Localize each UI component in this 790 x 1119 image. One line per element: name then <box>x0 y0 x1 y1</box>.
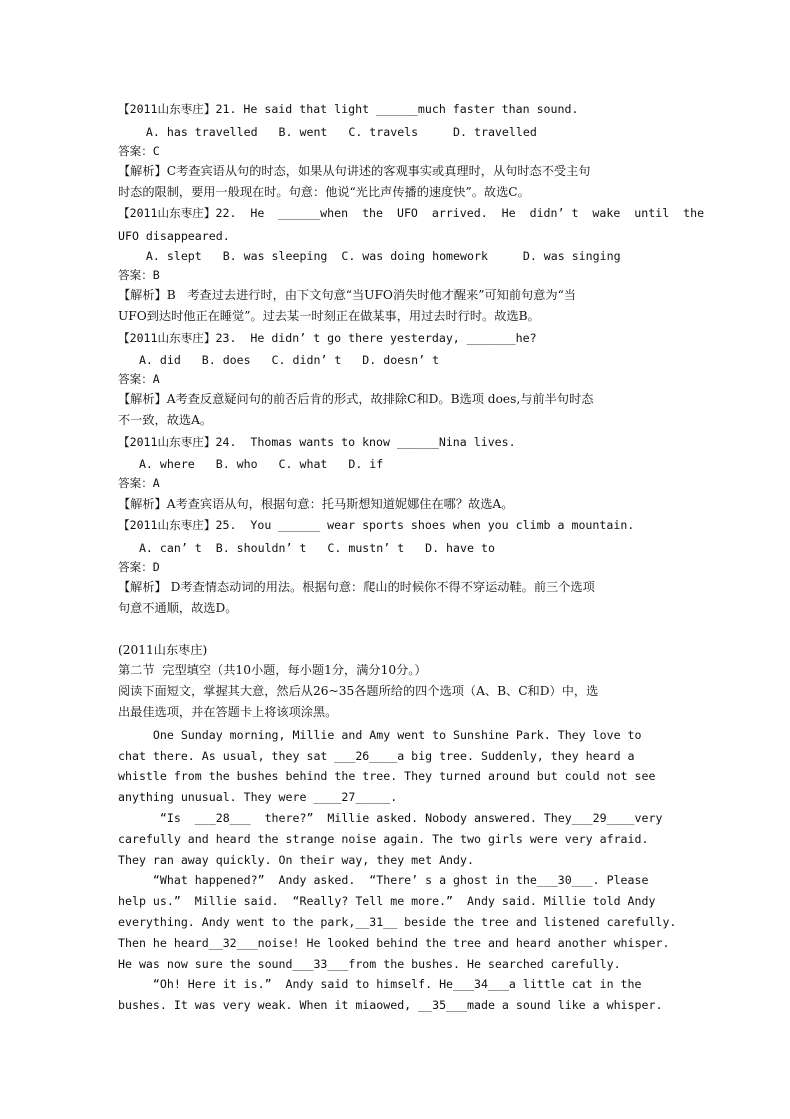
q24-answer: 答案：A <box>118 476 160 490</box>
q23-analysis-line2: 不一致，故选A。 <box>118 413 213 427</box>
q25-analysis-line1: 【解析】 D考查情态动词的用法。根据句意：爬山的时候你不得不穿运动鞋。前三个选项 <box>118 580 595 594</box>
passage-line: help us.” Millie said. “Really? Tell me more.” Andy said. Millie told Andy <box>118 894 656 908</box>
passage-line: “What happened?” Andy asked. “There’ s a ghost in the___30___. Please <box>118 873 649 887</box>
passage-line: “Is ___28___ there?” Millie asked. Nobody answered. They___29____very <box>118 811 663 825</box>
passage-line: He was now sure the sound___33___from the bushes. He searched carefully. <box>118 957 621 971</box>
passage-line: bushes. It was very weak. When it miaowed, __35___made a sound like a whisper. <box>118 998 663 1012</box>
q21-options: A. has travelled B. went C. travels D. travelled <box>118 125 537 139</box>
passage-line: carefully and heard the strange noise again. The two girls were very afraid. <box>118 832 649 846</box>
section-instructions-line2: 出最佳选项，并在答题卡上将该项涂黑。 <box>118 705 338 719</box>
q21-analysis-line1: 【解析】C考查宾语从句的时态，如果从句讲述的客观事实或真理时，从句时态不受主句 <box>118 164 591 178</box>
q21-stem: 【2011山东枣庄】21. He said that light ______much faster than sound. <box>118 102 579 116</box>
q23-stem: 【2011山东枣庄】23. He didn’ t go there yesterday, _______he? <box>118 331 537 345</box>
q23-analysis-line1: 【解析】A考查反意疑问句的前否后肯的形式，故排除C和D。B选项 does,与前半句时态 <box>118 392 594 406</box>
q25-analysis-line2: 句意不通顺，故选D。 <box>118 601 238 615</box>
q21-analysis-line2: 时态的限制，要用一般现在时。句意：他说“光比声传播的速度快”。故选C。 <box>118 185 530 199</box>
q25-stem: 【2011山东枣庄】25. You ______ wear sports shoes when you climb a mountain. <box>118 518 635 532</box>
q25-answer: 答案：D <box>118 560 160 574</box>
q24-stem: 【2011山东枣庄】24. Thomas wants to know ______Nina lives. <box>118 435 516 449</box>
section-heading: 第二节 完型填空（共10小题，每小题1分，满分10分。） <box>118 663 427 677</box>
passage-line: chat there. As usual, they sat ___26____a big tree. Suddenly, they heard a <box>118 749 635 763</box>
passage-line: Then he heard__32___noise! He looked behind the tree and heard another whisper. <box>118 936 670 950</box>
q22-analysis-line2: UFO到达时他正在睡觉”。过去某一时刻正在做某事，用过去时行时。故选B。 <box>118 309 540 323</box>
q21-answer: 答案：C <box>118 144 160 158</box>
q22-analysis-line1: 【解析】B 考查过去进行时，由下文句意“当UFO消失时他才醒来”可知前句意为“当 <box>118 288 576 302</box>
passage-line: whistle from the bushes behind the tree. They turned around but could not see <box>118 769 656 783</box>
q22-options: A. slept B. was sleeping C. was doing homework D. was singing <box>118 249 621 263</box>
q23-answer: 答案：A <box>118 372 160 386</box>
passage-line: everything. Andy went to the park,__31__ beside the tree and listened carefully. <box>118 915 677 929</box>
section-source: (2011山东枣庄) <box>118 643 208 657</box>
q22-stem-cont: UFO disappeared. <box>118 229 230 243</box>
q25-options: A. can’ t B. shouldn’ t C. mustn’ t D. have to <box>118 541 495 555</box>
q24-analysis: 【解析】A考查宾语从句，根据句意：托马斯想知道妮娜住在哪？故选A。 <box>118 497 514 511</box>
q24-options: A. where B. who C. what D. if <box>118 457 384 471</box>
passage-line: anything unusual. They were ____27_____. <box>118 790 398 804</box>
q23-options: A. did B. does C. didn’ t D. doesn’ t <box>118 353 440 367</box>
q22-stem: 【2011山东枣庄】22. He ______when the UFO arrived. He didn’ t wake until the <box>118 206 705 220</box>
q22-answer: 答案：B <box>118 268 160 282</box>
section-instructions-line1: 阅读下面短文，掌握其大意，然后从26~35各题所给的四个选项（A、B、C和D）中，选 <box>118 684 599 698</box>
passage-line: They ran away quickly. On their way, they met Andy. <box>118 853 474 867</box>
passage-line: “Oh! Here it is.” Andy said to himself. He___34___a little cat in the <box>118 977 642 991</box>
passage-line: One Sunday morning, Millie and Amy went to Sunshine Park. They love to <box>118 728 642 742</box>
